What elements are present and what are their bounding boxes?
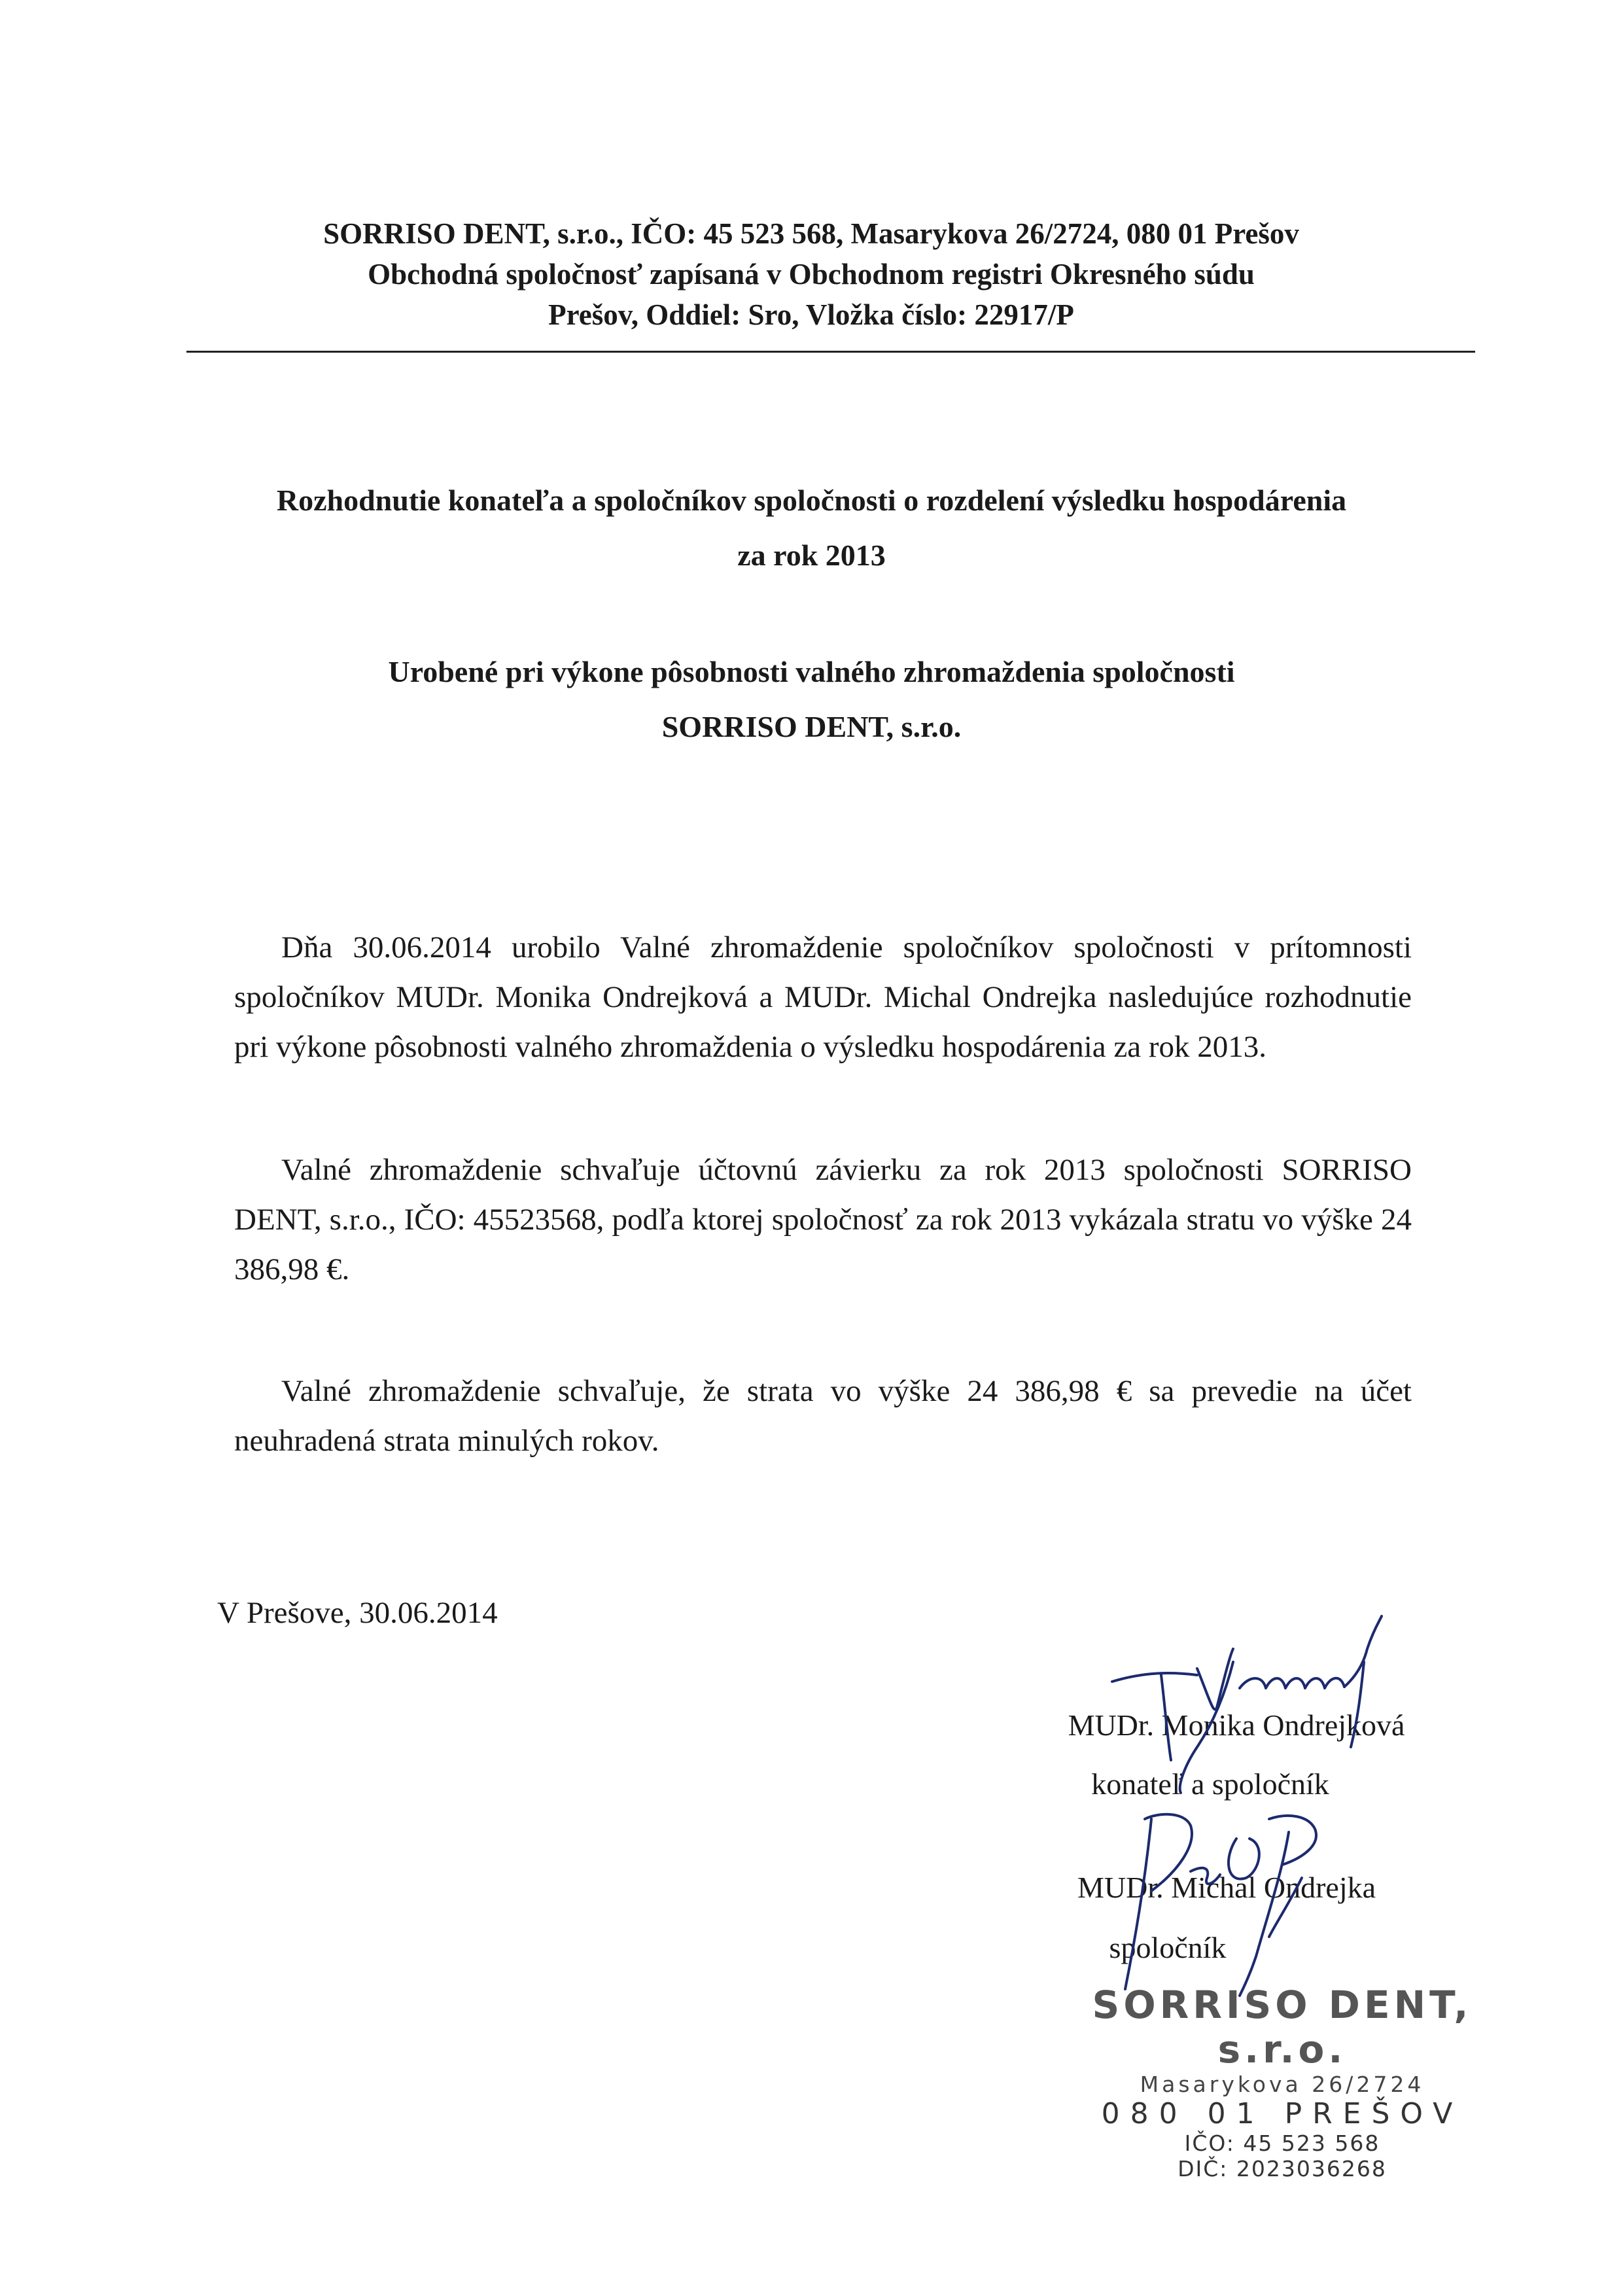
title-line-4: SORRISO DENT, s.r.o.	[661, 710, 962, 743]
stamp-street: Masarykova 26/2724	[1140, 2072, 1425, 2097]
paragraph-3-text: Valné zhromaždenie schvaľuje, že strata vo výške 24 386,98 € sa prevedie na účet neuhradená strata minulých rokov.	[234, 1374, 1412, 1458]
header-line-1: SORRISO DENT, s.r.o., IČO: 45 523 568, Masarykova 26/2724, 080 01 Prešov	[323, 217, 1299, 250]
stamp-dic: DIČ: 2023036268	[1178, 2156, 1387, 2181]
paragraph-2	[234, 1145, 1412, 1294]
paragraph-2-text: Valné zhromaždenie schvaľuje účtovnú závierku za rok 2013 spoločnosti SORRISO DENT, s.r.o., IČO: 45523568, podľa ktorej spoločnosť za rok 2013 vykázala stratu vo výške 24 386,98 €.	[234, 1153, 1412, 1286]
title-line-2: za rok 2013	[737, 539, 886, 572]
signatory-1-name: MUDr. Monika Ondrejková	[1068, 1708, 1405, 1742]
signatory-2-role: spoločník	[1109, 1931, 1227, 1964]
stamp-company-name: SORRISO DENT, s.r.o.	[1092, 1983, 1473, 2072]
header-divider	[186, 351, 1475, 353]
paragraph-1	[234, 923, 1412, 1072]
place-and-date: V Prešove, 30.06.2014	[217, 1596, 498, 1630]
stamp-city: 080 01 PREŠOV	[1101, 2097, 1463, 2130]
title-line-3: Urobené pri výkone pôsobnosti valného zhromaždenia spoločnosti	[388, 655, 1235, 688]
signature-2-handwriting	[1073, 1793, 1374, 2009]
company-stamp	[1086, 1983, 1478, 2181]
stamp-ico: IČO: 45 523 568	[1184, 2130, 1380, 2156]
signature-1-handwriting	[1099, 1610, 1413, 1806]
company-header	[170, 213, 1452, 335]
title-line-1: Rozhodnutie konateľa a spoločníkov spoločnosti o rozdelení výsledku hospodárenia	[276, 484, 1347, 517]
header-line-2: Obchodná spoločnosť zapísaná v Obchodnom registri Okresného súdu	[368, 258, 1255, 291]
paragraph-1-text: Dňa 30.06.2014 urobilo Valné zhromaždenie spoločníkov spoločnosti v prítomnosti spoločníkov MUDr. Monika Ondrejková a MUDr. Michal Ondrejka nasledujúce rozhodnutie pri výkone pôsobnosti valného zhromaždenia o výsledku hospodárenia za rok 2013.	[234, 930, 1412, 1064]
signatory-1-role: konateľ a spoločník	[1091, 1767, 1329, 1801]
paragraph-3	[234, 1366, 1412, 1466]
signatory-2-name: MUDr. Michal Ondrejka	[1077, 1871, 1376, 1904]
header-line-3: Prešov, Oddiel: Sro, Vložka číslo: 22917/P	[548, 298, 1074, 331]
